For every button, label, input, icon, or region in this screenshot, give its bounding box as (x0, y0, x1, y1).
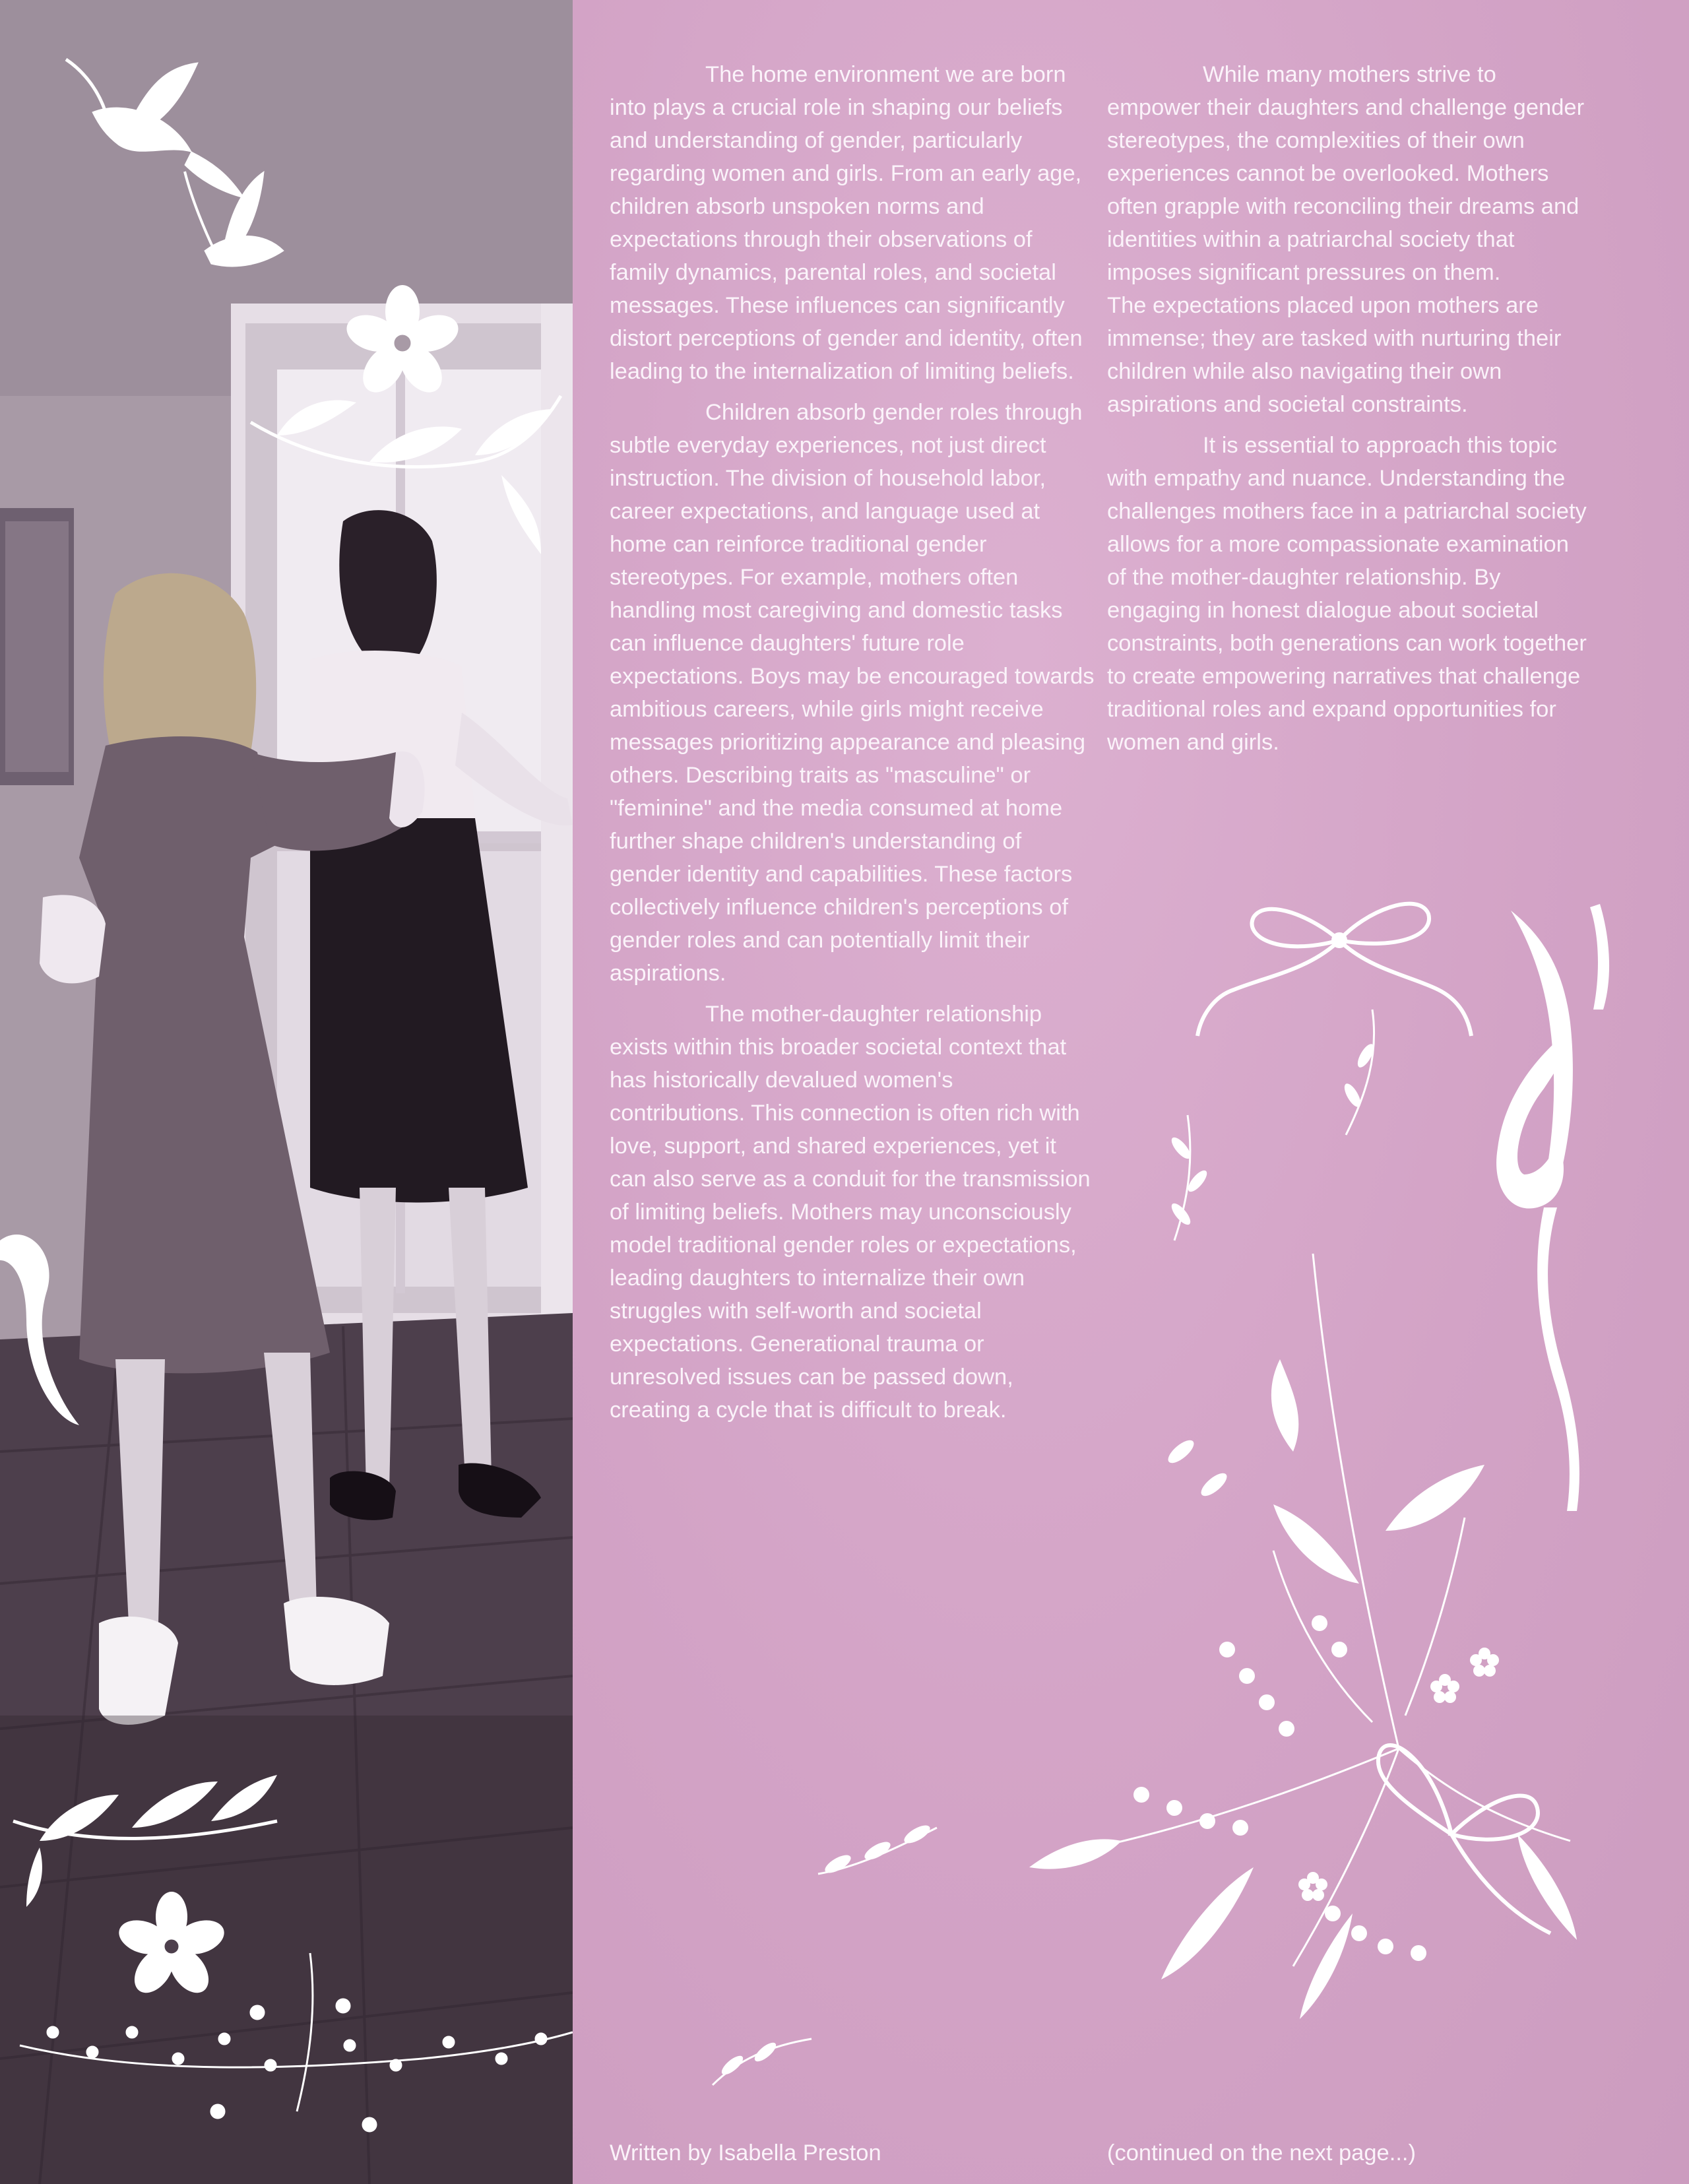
article-column-right (1107, 58, 1592, 767)
ribbon-right-icon (1496, 904, 1609, 1511)
bottom-bow-icon (1378, 1745, 1550, 1933)
article-column-left (610, 58, 1095, 1434)
article-paragraph: The mother-daughter relationship exists within this broader societal context that has historically devalued women's contributions. This connection is often rich with love, support, and shared experiences, yet it can also serve as a conduit for the transmission of limiting beliefs. Mothers may unconsciously model traditional gender roles or expectations, leading daughters to internalize their own struggles with self-worth and societal expectations. Generational trauma or unresolved issues can be passed down, creating a cycle that is difficult to break. (610, 1002, 1091, 1423)
floral-spray-icon (1095, 1254, 1570, 1966)
article-paragraph: The home environment we are born into plays a crucial role in shaping our beliefs and understanding of gender, particularly regarding women and girls. From an early age, children absorb unspoken norms and expectations through their observations of family dynamics, parental roles, and societal messages. These influences can significantly distort perceptions of gender and identity, often leading to the internalization of limiting beliefs. (610, 62, 1083, 384)
floral-leaves-icon (1029, 1359, 1577, 2019)
byline: Written by Isabella Preston (610, 2140, 881, 2166)
article-paragraph: The expectations placed upon mothers are immense; they are tasked with nurturing their children while also navigating their own aspirations and societal constraints. (1107, 293, 1562, 417)
article-paragraph: Children absorb gender roles through subtle everyday experiences, not just direct instruction. The division of household labor, career expectations, and language used at home can reinforce traditional gender stereotypes. For example, mothers often handling most caregiving and domestic tasks can influence daughters' future role expectations. Boys may be encouraged towards ambitious careers, while girls might receive messages prioritizing appearance and pleasing others. Describing traits as "masculine" or "feminine" and the media consumed at home further shape children's understanding of gender identity and capabilities. These factors collectively influence children's perceptions of gender roles and can potentially limit their aspirations. (610, 400, 1095, 986)
continued-note: (continued on the next page...) (1107, 2140, 1416, 2166)
article-paragraph: While many mothers strive to empower their daughters and challenge gender stereotypes, the complexities of their own experiences cannot be overlooked. Mothers often grapple with reconciling their dreams and identities within a patriarchal society that imposes significant pressures on them. (1107, 62, 1585, 285)
bow-icon (1197, 904, 1471, 1036)
article-paragraph: It is essential to approach this topic with empathy and nuance. Understanding the challenges mothers face in a patriarchal society allows for a more compassionate examination of the mother-daughter relationship. By engaging in honest dialogue about societal constraints, both generations can work together to create empowering narratives that challenge traditional roles and expand opportunities for women and girls. (1107, 433, 1587, 755)
